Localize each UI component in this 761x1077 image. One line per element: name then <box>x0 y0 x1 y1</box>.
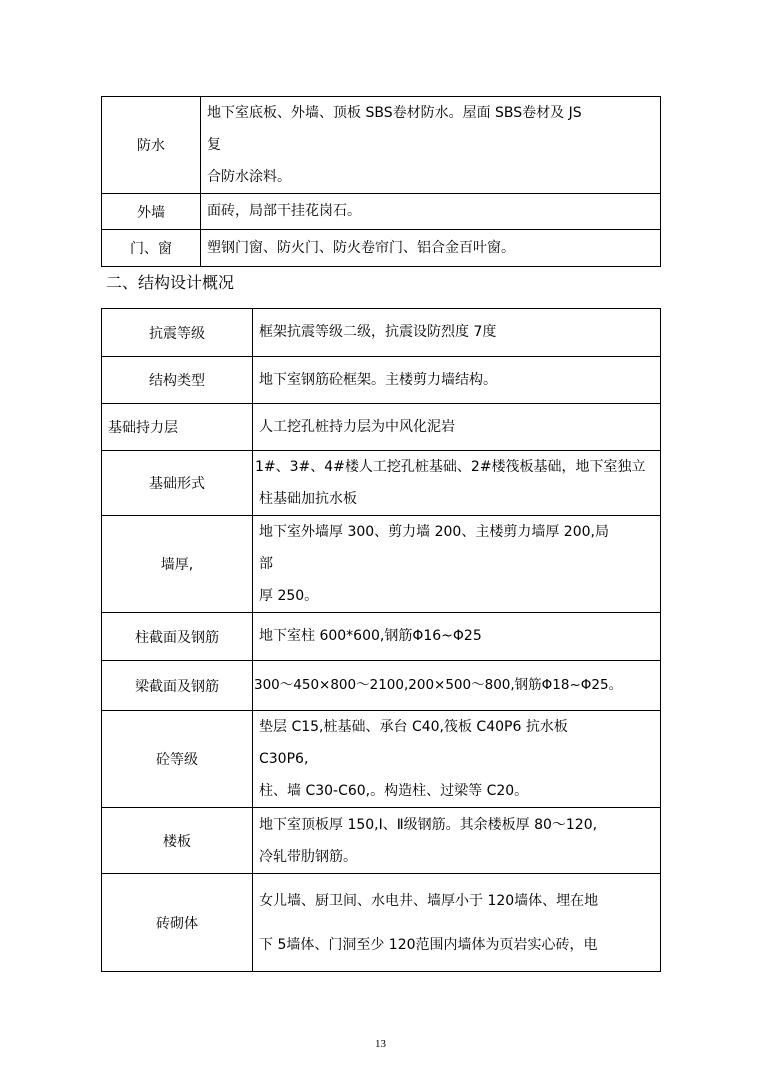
section-heading: 二、结构设计概况 <box>106 273 235 292</box>
row-value <box>201 97 661 194</box>
value-line: 1#、3#、4#楼人工挖孔桩基础、2#楼筏板基础，地下室独立 <box>255 459 646 475</box>
row-label: 楼板 <box>102 808 253 874</box>
row-label: 墙厚, <box>102 516 253 613</box>
row-label: 梁截面及钢筋 <box>102 661 253 711</box>
value-line: 下 5墙体、门洞至少 120范围内墙体为页岩实心砖，电 <box>259 936 598 953</box>
row-value <box>253 404 661 451</box>
value-line: 面砖，局部干挂花岗石。 <box>207 203 361 219</box>
table-row <box>102 97 661 194</box>
page-number: 13 <box>375 1038 386 1050</box>
value-line: 复 <box>207 137 221 153</box>
row-label: 外墙 <box>102 194 201 230</box>
table-row <box>102 194 661 230</box>
row-label: 基础持力层 <box>102 404 253 451</box>
row-value <box>253 309 661 357</box>
table-row <box>102 357 661 404</box>
table-row <box>102 613 661 661</box>
value-line: 柱基础加抗水板 <box>259 491 357 507</box>
row-value <box>253 808 661 874</box>
waterproof-table <box>101 96 661 267</box>
row-label: 砼等级 <box>102 711 253 808</box>
row-value <box>201 230 661 267</box>
row-label: 门、窗 <box>102 230 201 267</box>
value-line: 框架抗震等级二级，抗震设防烈度 7度 <box>259 324 497 340</box>
row-value <box>201 194 661 230</box>
row-label: 防水 <box>102 97 201 194</box>
value-line: 厚 250。 <box>259 588 319 604</box>
table-row <box>102 230 661 267</box>
table-row <box>102 711 661 808</box>
table-row <box>102 404 661 451</box>
row-label: 结构类型 <box>102 357 253 404</box>
value-line: 垫层 C15,桩基础、承台 C40,筏板 C40P6 抗水板 <box>259 719 568 735</box>
row-value <box>253 874 661 972</box>
value-line: 冷轧带肋钢筋。 <box>259 848 357 865</box>
value-line: 地下室柱 600*600,钢筋Φ16~Φ25 <box>259 628 482 644</box>
value-line: 部 <box>259 556 273 572</box>
value-line: 人工挖孔桩持力层为中风化泥岩 <box>259 418 455 435</box>
row-label: 基础形式 <box>102 451 253 516</box>
table-row <box>102 451 661 516</box>
value-line: 合防水涂料。 <box>207 169 291 185</box>
table-row <box>102 874 661 972</box>
row-value <box>253 661 661 711</box>
value-line: 地下室钢筋砼框架。主楼剪力墙结构。 <box>259 371 497 388</box>
row-value <box>253 613 661 661</box>
row-value <box>253 711 661 808</box>
row-label: 抗震等级 <box>102 309 253 357</box>
row-value <box>253 451 661 516</box>
table-row <box>102 309 661 357</box>
value-line: 塑钢门窗、防火门、防火卷帘门、铝合金百叶窗。 <box>207 239 515 256</box>
value-line: 地下室外墙厚 300、剪力墙 200、主楼剪力墙厚 200,局 <box>259 524 609 540</box>
row-value <box>253 516 661 613</box>
structure-table <box>101 308 661 972</box>
row-label: 砖砌体 <box>102 874 253 972</box>
value-line: 地下室顶板厚 150,Ⅰ、Ⅱ级钢筋。其余楼板厚 80～120, <box>259 816 598 833</box>
table-row <box>102 516 661 613</box>
value-line: 地下室底板、外墙、顶板 SBS卷材防水。屋面 SBS卷材及 JS <box>207 105 582 121</box>
table-row <box>102 661 661 711</box>
value-line: 300～450×800～2100,200×500～800,钢筋Φ18~Φ25。 <box>254 677 623 693</box>
value-line: 柱、墙 C30-C60,。构造柱、过梁等 C20。 <box>259 783 529 799</box>
row-value <box>253 357 661 404</box>
value-line: 女儿墙、厨卫间、水电井、墙厚小于 120墙体、埋在地 <box>259 892 599 909</box>
value-line: C30P6, <box>259 751 309 767</box>
row-label: 柱截面及钢筋 <box>102 613 253 661</box>
table-row <box>102 808 661 874</box>
